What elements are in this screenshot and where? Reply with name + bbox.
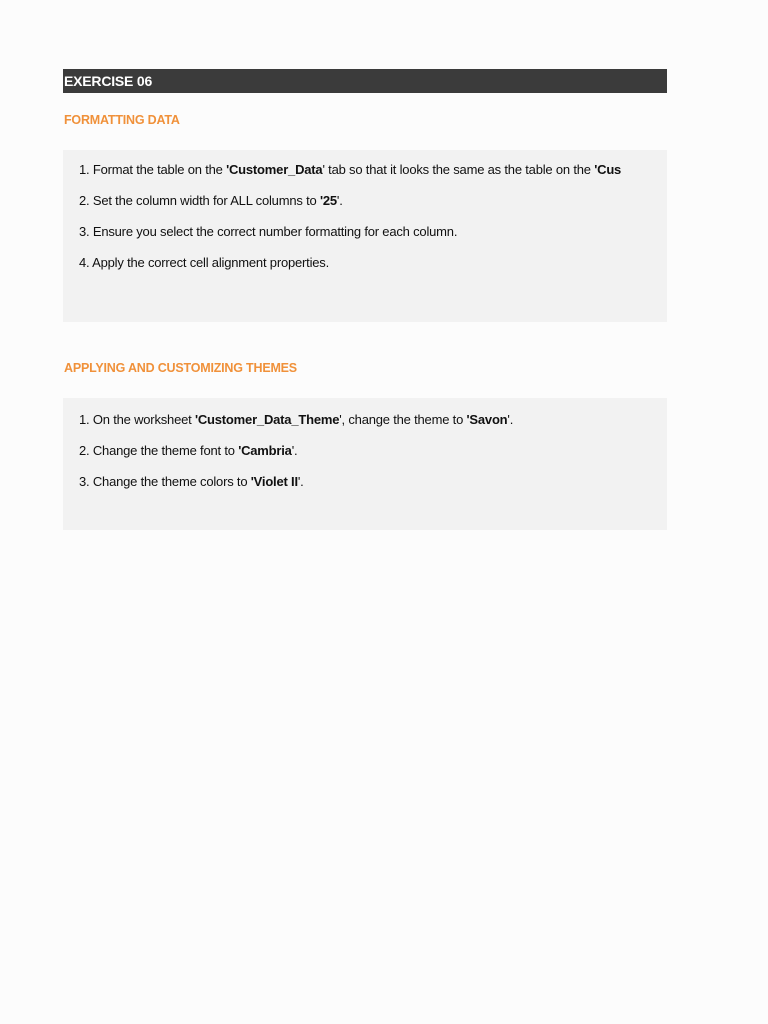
text-run: '. [336,193,343,208]
bold-text-run: 'Customer_Data_Theme [194,412,340,427]
formatting-data-instructions-panel [63,150,667,322]
text-run: '. [507,412,514,427]
bold-text-run: 'Violet II [250,474,298,489]
instruction-item [79,224,457,239]
text-run: 4. Apply the correct cell alignment properties. [79,255,330,270]
bold-text-run: 'Customer_Data [226,162,323,177]
instruction-item [79,443,297,458]
text-run: ' tab so that it looks the same as the table on the [322,162,595,177]
section-heading-formatting-data: FORMATTING DATA [64,113,180,127]
instruction-item [79,474,304,489]
bold-text-run: 'Cus [594,162,622,177]
instruction-item [79,193,343,208]
bold-text-run: 'Savon [466,412,508,427]
text-run: 2. Set the column width for ALL columns to [79,193,320,208]
themes-instructions-panel [63,398,667,530]
bold-text-run: '25 [319,193,337,208]
exercise-title: EXERCISE 06 [63,69,667,93]
instruction-item [79,162,621,177]
instruction-item [79,412,513,427]
instruction-item [79,255,329,270]
text-run: 3. Ensure you select the correct number formatting for each column. [79,224,458,239]
text-run: ', change the theme to [339,412,467,427]
text-run: '. [291,443,298,458]
text-run: 3. Change the theme colors to [79,474,251,489]
text-run: 2. Change the theme font to [79,443,239,458]
section-heading-themes: APPLYING AND CUSTOMIZING THEMES [64,361,297,375]
text-run: 1. On the worksheet [79,412,195,427]
bold-text-run: 'Cambria [238,443,292,458]
text-run: '. [297,474,304,489]
text-run: 1. Format the table on the [79,162,227,177]
